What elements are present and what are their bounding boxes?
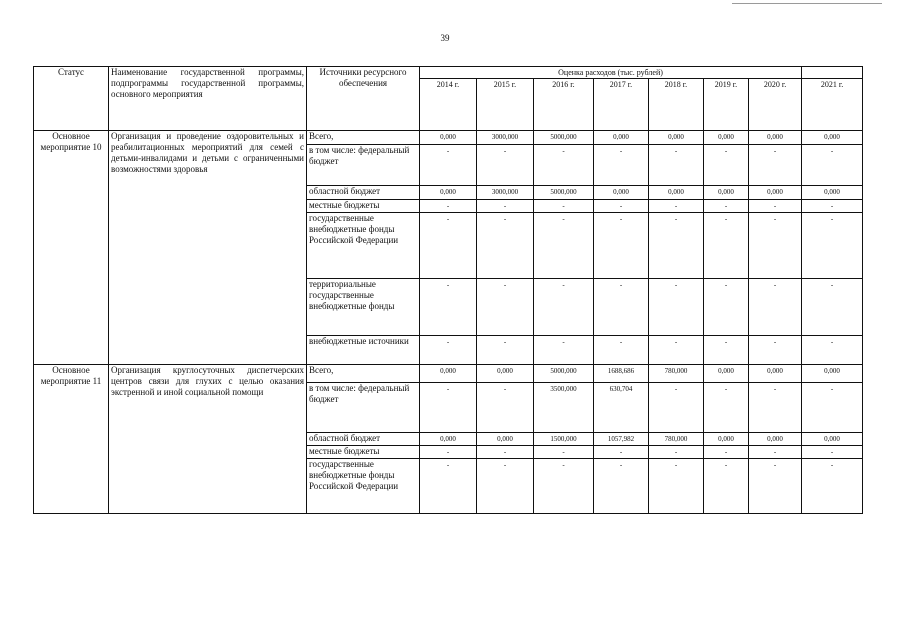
activity-name-cell: Организация круглосуточных диспетчерских центров связи для глухих с целью оказания экстренной и иной социальной помощи (109, 365, 307, 514)
source-cell: внебюджетные источники (307, 336, 420, 365)
value-cell: - (704, 213, 749, 279)
value-cell: 0,000 (802, 365, 863, 383)
value-cell: 5000,000 (534, 365, 594, 383)
source-cell: территориальные государственные внебюджетные фонды (307, 279, 420, 336)
value-cell: - (420, 336, 477, 365)
source-cell: государственные внебюджетные фонды Российской Федерации (307, 459, 420, 514)
value-cell: 0,000 (749, 186, 802, 200)
value-cell: - (477, 383, 534, 433)
header-year: 2019 г. (704, 79, 749, 131)
value-cell: 5000,000 (534, 131, 594, 145)
value-cell: - (477, 446, 534, 459)
value-cell: - (649, 383, 704, 433)
header-blank (802, 67, 863, 79)
value-cell: - (649, 213, 704, 279)
value-cell: 0,000 (749, 433, 802, 446)
value-cell: - (749, 336, 802, 365)
value-cell: - (594, 145, 649, 186)
value-cell: 3000,000 (477, 131, 534, 145)
value-cell: 0,000 (704, 131, 749, 145)
value-cell: 0,000 (477, 365, 534, 383)
source-cell: областной бюджет (307, 433, 420, 446)
header-name: Наименование государственной программы, подпрограммы государственной программы, основного мероприятия (109, 67, 307, 131)
value-cell: - (704, 446, 749, 459)
value-cell: - (802, 336, 863, 365)
budget-table (33, 66, 863, 514)
header-year: 2014 г. (420, 79, 477, 131)
value-cell: - (749, 446, 802, 459)
value-cell: - (704, 336, 749, 365)
value-cell: - (749, 459, 802, 514)
source-cell: государственные внебюджетные фонды Российской Федерации (307, 213, 420, 279)
source-cell: местные бюджеты (307, 446, 420, 459)
value-cell: 0,000 (420, 365, 477, 383)
table-row (34, 365, 863, 383)
value-cell: - (649, 446, 704, 459)
header-sources: Источники ресурсного обеспечения (307, 67, 420, 131)
status-cell: Основное мероприятие 11 (34, 365, 109, 514)
value-cell: - (420, 446, 477, 459)
value-cell: - (534, 336, 594, 365)
value-cell: - (534, 200, 594, 213)
value-cell: - (649, 336, 704, 365)
value-cell: 0,000 (704, 365, 749, 383)
value-cell: - (802, 446, 863, 459)
value-cell: 0,000 (704, 433, 749, 446)
value-cell: - (477, 200, 534, 213)
value-cell: - (420, 383, 477, 433)
value-cell: 1057,982 (594, 433, 649, 446)
value-cell: - (420, 279, 477, 336)
value-cell: 0,000 (704, 186, 749, 200)
value-cell: 3000,000 (477, 186, 534, 200)
value-cell: 0,000 (594, 186, 649, 200)
header-year: 2018 г. (649, 79, 704, 131)
table-row (34, 131, 863, 145)
value-cell: 0,000 (477, 433, 534, 446)
source-cell: местные бюджеты (307, 200, 420, 213)
value-cell: 0,000 (420, 186, 477, 200)
value-cell: 780,000 (649, 433, 704, 446)
source-cell: в том числе: федеральный бюджет (307, 383, 420, 433)
value-cell: - (704, 200, 749, 213)
header-rule (732, 3, 882, 4)
value-cell: - (477, 336, 534, 365)
value-cell: 630,704 (594, 383, 649, 433)
value-cell: - (420, 200, 477, 213)
header-year: 2021 г. (802, 79, 863, 131)
value-cell: 0,000 (594, 131, 649, 145)
header-status: Статус (34, 67, 109, 131)
value-cell: - (704, 145, 749, 186)
value-cell: - (594, 200, 649, 213)
value-cell: 0,000 (649, 186, 704, 200)
source-cell: Всего, (307, 365, 420, 383)
value-cell: - (649, 200, 704, 213)
value-cell: - (802, 145, 863, 186)
value-cell: - (802, 213, 863, 279)
value-cell: - (534, 459, 594, 514)
header-year: 2015 г. (477, 79, 534, 131)
value-cell: - (749, 383, 802, 433)
source-cell: Всего, (307, 131, 420, 145)
value-cell: 3500,000 (534, 383, 594, 433)
value-cell: - (649, 279, 704, 336)
header-row-top (34, 67, 863, 79)
value-cell: - (749, 145, 802, 186)
value-cell: - (534, 446, 594, 459)
value-cell: - (594, 459, 649, 514)
header-estimate: Оценка расходов (тыс. рублей) (420, 67, 802, 79)
value-cell: - (594, 213, 649, 279)
value-cell: 5000,000 (534, 186, 594, 200)
value-cell: - (420, 145, 477, 186)
value-cell: - (534, 213, 594, 279)
source-cell: в том числе: федеральный бюджет (307, 145, 420, 186)
value-cell: - (704, 279, 749, 336)
value-cell: - (477, 213, 534, 279)
value-cell: - (420, 213, 477, 279)
activity-name-cell: Организация и проведение оздоровительных и реабилитационных мероприятий для семей с детьми-инвалидами и детьми с ограниченными возможностями здоровья (109, 131, 307, 365)
value-cell: 0,000 (802, 433, 863, 446)
value-cell: 0,000 (749, 365, 802, 383)
value-cell: - (477, 145, 534, 186)
value-cell: - (594, 336, 649, 365)
value-cell: 1688,686 (594, 365, 649, 383)
value-cell: - (802, 200, 863, 213)
value-cell: - (534, 279, 594, 336)
value-cell: - (704, 459, 749, 514)
page-number: 39 (440, 33, 450, 43)
value-cell: 0,000 (802, 131, 863, 145)
value-cell: 1500,000 (534, 433, 594, 446)
header-year: 2016 г. (534, 79, 594, 131)
value-cell: - (749, 200, 802, 213)
value-cell: - (749, 213, 802, 279)
value-cell: 780,000 (649, 365, 704, 383)
value-cell: - (802, 459, 863, 514)
value-cell: - (704, 383, 749, 433)
value-cell: - (477, 279, 534, 336)
value-cell: - (749, 279, 802, 336)
status-cell: Основное мероприятие 10 (34, 131, 109, 365)
value-cell: 0,000 (649, 131, 704, 145)
value-cell: 0,000 (420, 131, 477, 145)
value-cell: - (534, 145, 594, 186)
value-cell: - (802, 279, 863, 336)
value-cell: 0,000 (749, 131, 802, 145)
value-cell: - (420, 459, 477, 514)
value-cell: 0,000 (420, 433, 477, 446)
value-cell: - (594, 279, 649, 336)
value-cell: - (649, 145, 704, 186)
value-cell: - (594, 446, 649, 459)
value-cell: - (649, 459, 704, 514)
header-year: 2017 г. (594, 79, 649, 131)
source-cell: областной бюджет (307, 186, 420, 200)
header-year: 2020 г. (749, 79, 802, 131)
value-cell: 0,000 (802, 186, 863, 200)
value-cell: - (477, 459, 534, 514)
value-cell: - (802, 383, 863, 433)
